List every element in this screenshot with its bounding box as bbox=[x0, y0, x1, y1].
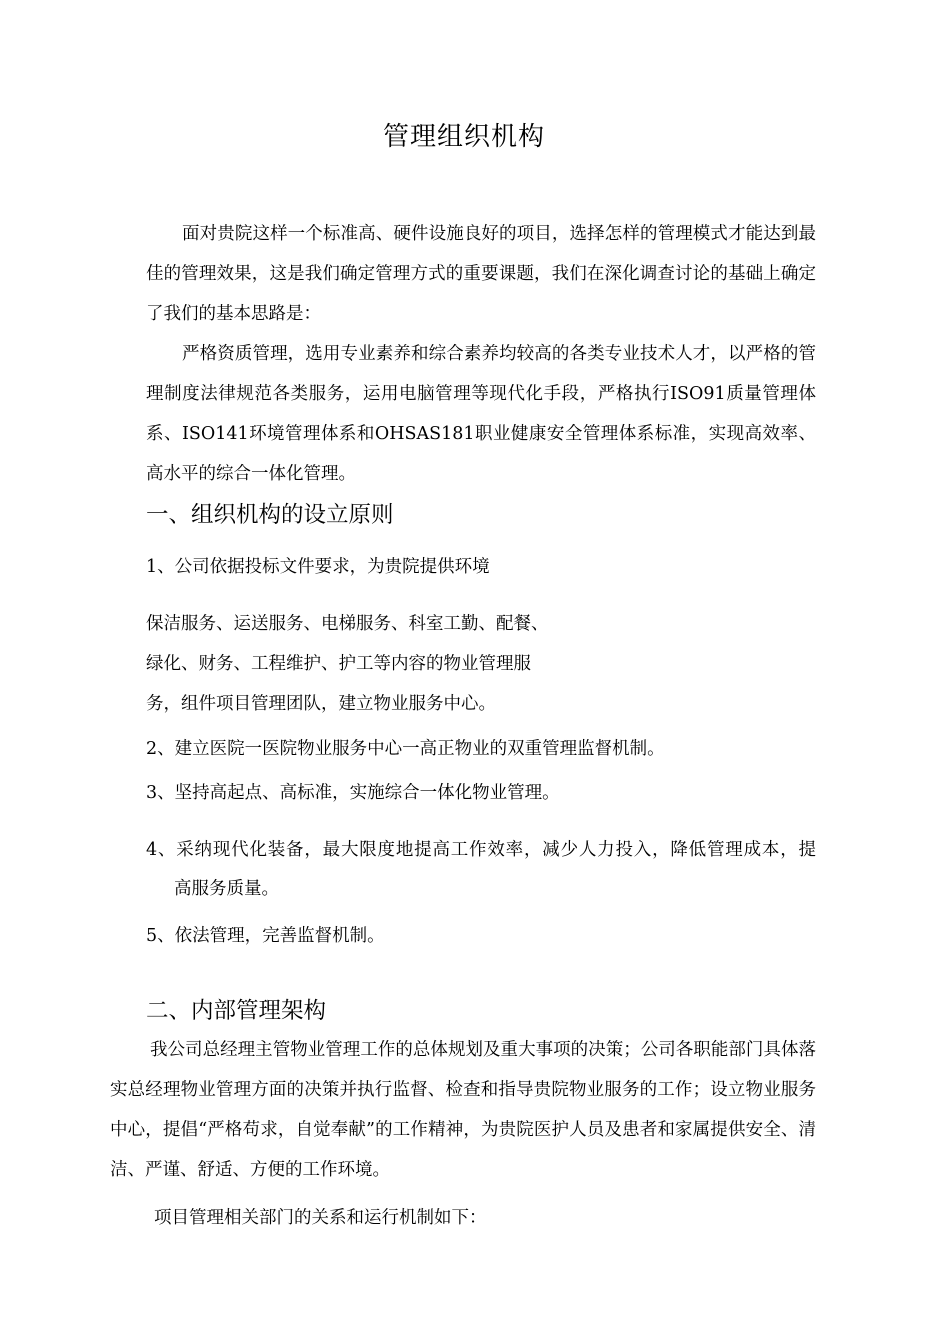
section-2-paragraph-1: 我公司总经理主管物业管理工作的总体规划及重大事项的决策；公司各职能部门具体落实总经理物业管理方面的决策并执行监督、检查和指导贵院物业服务的工作；设立物业服务中心，提倡“严格苟求，自觉奉献”的工作精神，为贵院医护人员及患者和家属提供安全、清洁、严谨、舒适、方便的工作环境。 bbox=[110, 1040, 816, 1180]
principle-item-1: 1、公司依据投标文件要求，为贵院提供环境 bbox=[146, 557, 490, 577]
section-2-heading: 二、内部管理架构 bbox=[146, 998, 327, 1024]
principle-item-1-line-2: 绿化、财务、工程维护、护工等内容的物业管理服 bbox=[146, 654, 531, 674]
intro-paragraph-2: 严格资质管理，选用专业素养和综合素养均较高的各类专业技术人才，以严格的管理制度法律规范各类服务，运用电脑管理等现代化手段，严格执行ISO91质量管理体系、ISO141环境管理体系和OHSAS181职业健康安全管理体系标准，实现高效率、高水平的综合一体化管理。 bbox=[146, 344, 816, 484]
principle-item-3: 3、坚持高起点、高标准，实施综合一体化物业管理。 bbox=[146, 783, 560, 803]
principle-item-5: 5、依法管理，完善监督机制。 bbox=[146, 926, 385, 946]
principle-item-1-line-1: 保洁服务、运送服务、电梯服务、科室工勤、配餐、 bbox=[146, 614, 549, 634]
intro-paragraph-1: 面对贵院这样一个标准高、硬件设施良好的项目，选择怎样的管理模式才能达到最佳的管理效果，这是我们确定管理方式的重要课题，我们在深化调查讨论的基础上确定了我们的基本思路是： bbox=[146, 224, 816, 324]
principle-item-2: 2、建立医院一医院物业服务中心一高正物业的双重管理监督机制。 bbox=[146, 739, 665, 759]
section-2-paragraph-2: 项目管理相关部门的关系和运行机制如下： bbox=[154, 1208, 487, 1228]
section-1-heading: 一、组织机构的设立原则 bbox=[146, 502, 394, 528]
page-title: 管理组织机构 bbox=[382, 122, 545, 152]
principle-item-1-line-3: 务，组件项目管理团队，建立物业服务中心。 bbox=[146, 694, 496, 714]
principle-item-4-line-2: 高服务质量。 bbox=[174, 879, 279, 899]
principle-item-4-line-1: 4、采纳现代化装备，最大限度地提高工作效率，减少人力投入，降低管理成本，提 bbox=[146, 840, 816, 860]
